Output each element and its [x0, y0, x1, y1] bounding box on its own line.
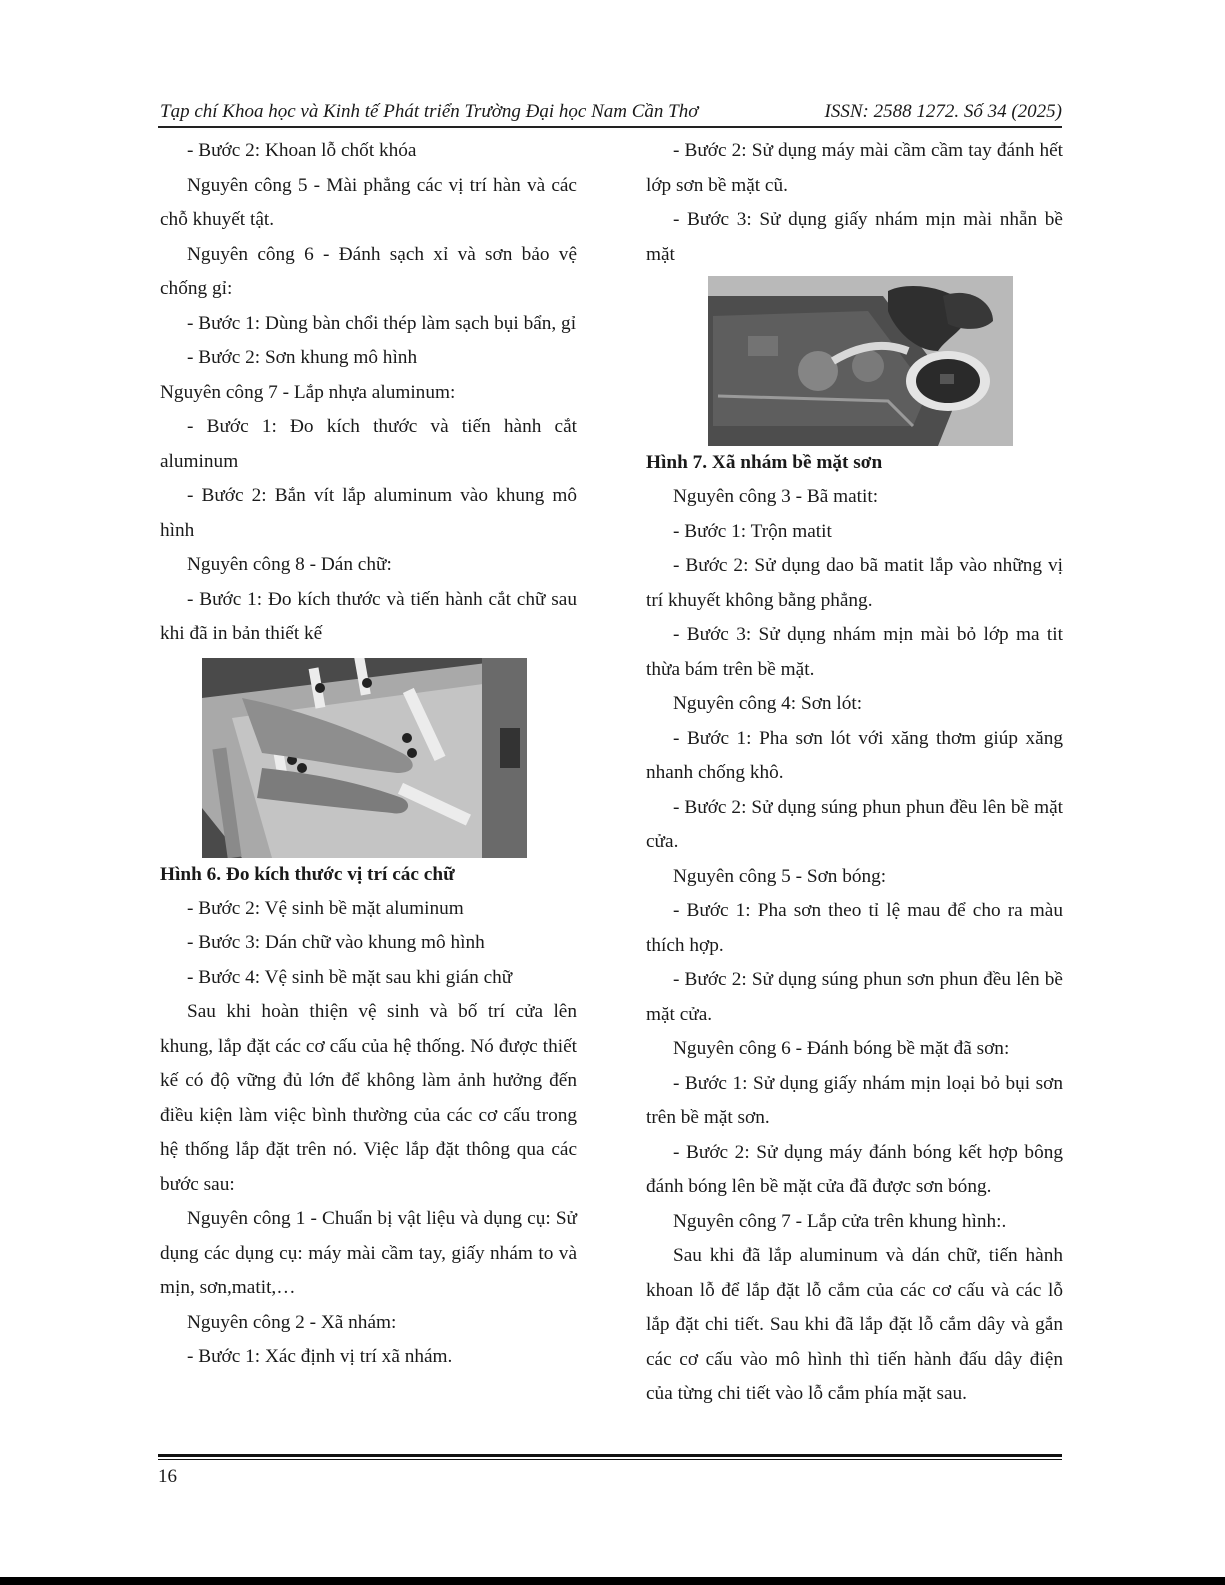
paragraph: - Bước 1: Pha sơn lót với xăng thơm giúp xăng nhanh chống khô. [646, 727, 1063, 783]
paragraph: Nguyên công 4: Sơn lót: [673, 693, 863, 714]
paragraph: Nguyên công 3 - Bã matit: [673, 486, 879, 507]
footer-rule [158, 1454, 1062, 1457]
paragraph: Nguyên công 6 - Đánh bóng bề mặt đã sơn: [673, 1038, 1010, 1059]
paragraph: - Bước 3: Sử dụng nhám mịn mài bỏ lớp ma tit thừa bám trên bề mặt. [646, 624, 1063, 680]
figure-6-photo [202, 658, 527, 858]
paragraph: - Bước 3: Dán chữ vào khung mô hình [187, 932, 485, 953]
paragraph: Sau khi hoàn thiện vệ sinh và bố trí cửa lên khung, lắp đặt các cơ cấu của hệ thống. Nó được thiết kế có độ vững đủ lớn để không làm ảnh hưởng đến điều kiện làm việc bình thường của các cơ cấu trong hệ thống lắp đặt trên nó. Việc lắp đặt thông qua các bước sau: [160, 1001, 577, 1195]
figure-7-caption: Hình 7. Xã nhám bề mặt sơn [646, 452, 883, 473]
paragraph: Nguyên công 7 - Lắp nhựa aluminum: [160, 381, 456, 403]
journal-title: Tạp chí Khoa học và Kinh tế Phát triển Trường Đại học Nam Cần Thơ [160, 101, 699, 122]
paragraph: Nguyên công 7 - Lắp cửa trên khung hình:. [673, 1210, 1007, 1232]
paragraph: - Bước 1: Trộn matit [673, 520, 832, 542]
figure-6-caption: Hình 6. Đo kích thước vị trí các chữ [160, 863, 455, 885]
header-rule [158, 126, 1062, 128]
footer-rule [158, 1459, 1062, 1460]
paragraph: Nguyên công 6 - Đánh sạch xỉ và sơn bảo vệ chống gỉ: [160, 243, 577, 299]
paragraph: Nguyên công 8 - Dán chữ: [187, 554, 392, 575]
paragraph: - Bước 1: Đo kích thước và tiến hành cắt chữ sau khi đã in bản thiết kế [160, 588, 577, 644]
paragraph: Nguyên công 5 - Mài phẳng các vị trí hàn và các chỗ khuyết tật. [160, 174, 577, 230]
paragraph: - Bước 2: Sử dụng súng phun phun đều lên bề mặt cửa. [646, 796, 1063, 852]
figure-7-photo [708, 276, 1013, 446]
paragraph: - Bước 1: Dùng bàn chổi thép làm sạch bụi bẩn, gỉ [187, 312, 577, 334]
paragraph: Nguyên công 5 - Sơn bóng: [673, 865, 887, 887]
paragraph: - Bước 3: Sử dụng giấy nhám mịn mài nhẵn bề mặt [646, 209, 1063, 265]
left-column [160, 134, 577, 1375]
paragraph: - Bước 2: Sơn khung mô hình [187, 347, 418, 368]
paragraph: - Bước 2: Vệ sinh bề mặt aluminum [187, 897, 464, 919]
paragraph: - Bước 2: Sử dụng dao bã matit lắp vào những vị trí khuyết không bằng phẳng. [646, 555, 1063, 611]
paragraph: - Bước 2: Bắn vít lắp aluminum vào khung mô hình [160, 485, 577, 541]
scan-edge-bar [0, 1577, 1225, 1585]
right-column [646, 134, 1063, 1412]
paragraph: - Bước 4: Vệ sinh bề mặt sau khi gián chữ [187, 966, 513, 988]
paragraph: - Bước 2: Sử dụng máy mài cầm cầm tay đánh hết lớp sơn bề mặt cũ. [646, 140, 1063, 196]
running-header [158, 100, 1062, 124]
paragraph: Nguyên công 2 - Xã nhám: [187, 1311, 397, 1333]
paragraph: Sau khi đã lắp aluminum và dán chữ, tiến hành khoan lỗ để lắp đặt lỗ cắm của các cơ cấu và các lỗ lắp đặt chi tiết. Sau khi đã lắp đặt lỗ cắm dây và gắn các cơ cấu vào mô hình thì tiến hành đấu dây điện của từng chi tiết vào lỗ cắm phía mặt sau. [646, 1245, 1063, 1404]
paragraph: - Bước 1: Xác định vị trí xã nhám. [187, 1346, 453, 1367]
paragraph: - Bước 1: Đo kích thước và tiến hành cắt aluminum [160, 416, 577, 472]
paragraph: - Bước 1: Pha sơn theo tỉ lệ mau để cho ra màu thích hợp. [646, 900, 1063, 956]
paragraph: - Bước 2: Khoan lỗ chốt khóa [187, 140, 417, 161]
issn-issue: ISSN: 2588 1272. Số 34 (2025) [824, 101, 1062, 122]
paragraph: - Bước 2: Sử dụng súng phun sơn phun đều lên bề mặt cửa. [646, 969, 1063, 1025]
paragraph: - Bước 1: Sử dụng giấy nhám mịn loại bỏ bụi sơn trên bề mặt sơn. [646, 1072, 1063, 1128]
page-number: 16 [158, 1466, 177, 1487]
paragraph: - Bước 2: Sử dụng máy đánh bóng kết hợp bông đánh bóng lên bề mặt cửa đã được sơn bóng. [646, 1141, 1063, 1197]
paragraph: Nguyên công 1 - Chuẩn bị vật liệu và dụng cụ: Sử dụng các dụng cụ: máy mài cầm tay, giấy nhám to và mịn, sơn,matit,… [160, 1208, 577, 1298]
